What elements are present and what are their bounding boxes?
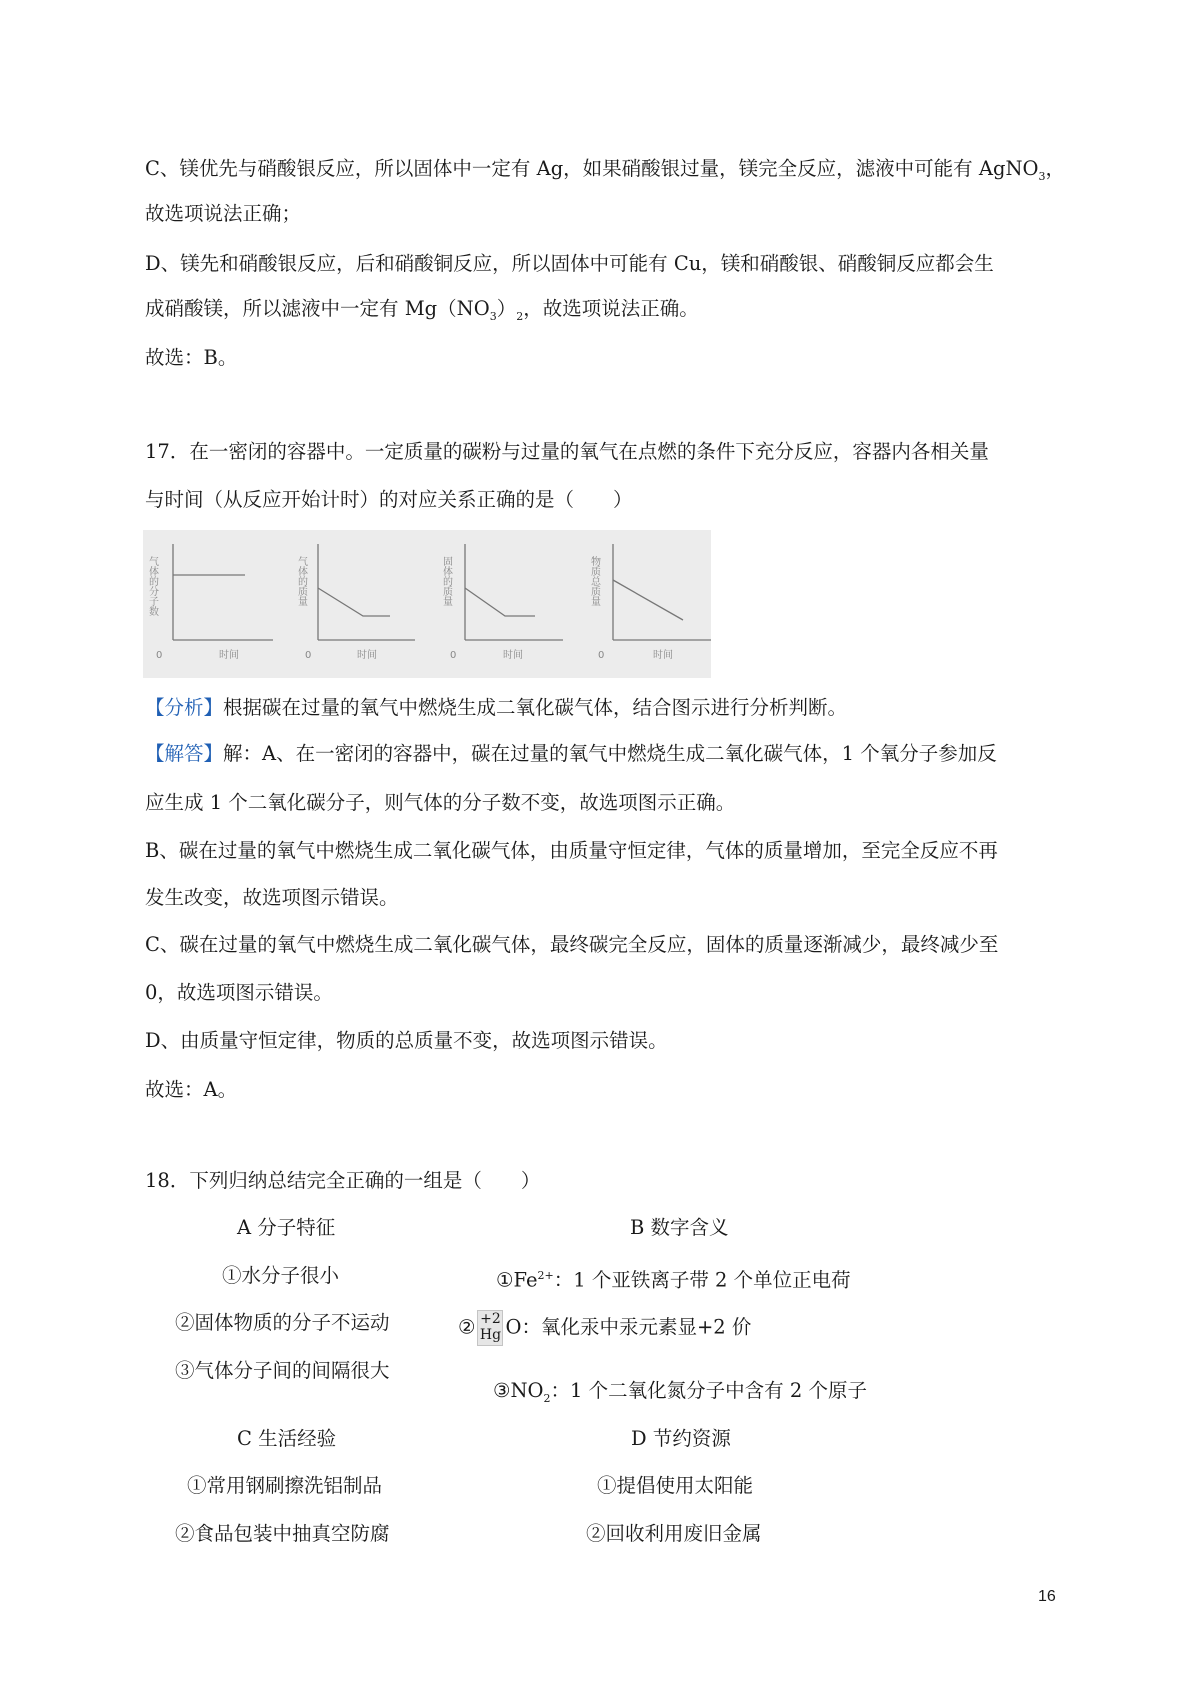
fig-b-origin: 0	[305, 650, 312, 661]
q17-solution-c-line-1: C、碳在过量的氧气中燃烧生成二氧化碳气体，最终碳完全反应，固体的质量逐渐减少，最终减少至	[145, 933, 999, 956]
fig-a-xlabel: 时间	[219, 650, 239, 661]
group-b-item-3: $③NO_2$：1 个二氧化氮分子中含有 2 个原子	[493, 1379, 867, 1405]
group-d-item-1: ①提倡使用太阳能	[597, 1474, 754, 1497]
group-b-title: B 数字含义	[630, 1216, 729, 1239]
fig-c-curve	[465, 588, 535, 616]
option-d-line-2: 成硝酸镁，所以滤液中一定有 $Mg(NO_3)_2$，故选项说法正确。	[145, 297, 699, 323]
fig-c-origin: 0	[450, 650, 457, 661]
q17-solution-a-line-1: 【解答】解：A、在一密闭的容器中，碳在过量的氧气中燃烧生成二氧化碳气体，1 个氧分子参加反	[145, 742, 997, 765]
group-b-item-2: ② +2 Hg O：氧化汞中汞元素显+2 价	[458, 1310, 751, 1346]
fig-a-ylabel: 气体的分子数	[146, 556, 158, 616]
group-a-title: A 分子特征	[237, 1216, 336, 1239]
solution-tag: 【解答】	[145, 742, 224, 765]
q17-solution-b-line-1: B、碳在过量的氧气中燃烧生成二氧化碳气体，由质量守恒定律，气体的质量增加，至完全反应不再	[145, 839, 998, 862]
page-number: 16	[1038, 1588, 1056, 1605]
group-d-item-2: ②回收利用废旧金属	[586, 1522, 762, 1545]
group-c-title: C 生活经验	[237, 1427, 337, 1450]
fig-d-origin: 0	[598, 650, 605, 661]
fig-b-xlabel: 时间	[357, 650, 377, 661]
q17-stem-line-1: 17．在一密闭的容器中。一定质量的碳粉与过量的氧气在点燃的条件下充分反应，容器内各相关量	[145, 440, 989, 463]
group-d-title: D 节约资源	[631, 1427, 731, 1450]
fig-d-curve	[613, 580, 683, 620]
q17-solution-d: D、由质量守恒定律，物质的总质量不变，故选项图示错误。	[145, 1029, 668, 1052]
option-d-line-1: D、镁先和硝酸银反应，后和硝酸铜反应，所以固体中可能有 Cu，镁和硝酸银、硝酸铜反应都会生	[145, 252, 994, 275]
q17-stem-line-2: 与时间（从反应开始计时）的对应关系正确的是（ ）	[145, 488, 633, 511]
option-c-line-1: C、镁优先与硝酸银反应，所以固体中一定有 Ag，如果硝酸银过量，镁完全反应，滤液中可能有 AgNO$_3$，	[145, 157, 1066, 183]
group-a-item-3: ③气体分子间的间隔很大	[175, 1359, 390, 1382]
fig-d-xlabel: 时间	[653, 650, 673, 661]
fig-b-curve	[318, 588, 390, 616]
group-c-item-2: ②食品包装中抽真空防腐	[175, 1522, 390, 1545]
q18-stem: 18．下列归纳总结完全正确的一组是（ ）	[145, 1169, 541, 1192]
option-c-line-2: 故选项说法正确；	[145, 202, 302, 225]
q17-solution-c-line-2: 0，故选项图示错误。	[145, 981, 333, 1004]
group-a-item-1: ①水分子很小	[222, 1264, 340, 1287]
q17-solution-a-line-2: 应生成 1 个二氧化碳分子，则气体的分子数不变，故选项图示正确。	[145, 791, 736, 814]
group-c-item-1: ①常用钢刷擦洗铝制品	[187, 1474, 383, 1497]
q17-analysis: 【分析】根据碳在过量的氧气中燃烧生成二氧化碳气体，结合图示进行分析判断。	[145, 696, 848, 719]
fig-c-ylabel: 固体的质量	[440, 556, 452, 606]
fig-b-ylabel: 气体的质量	[295, 556, 307, 606]
q17-answer: 故选：A。	[145, 1078, 238, 1101]
q17-figures	[143, 530, 711, 678]
hg-valence-symbol: +2 Hg	[477, 1310, 503, 1346]
group-a-item-2: ②固体物质的分子不运动	[175, 1311, 390, 1334]
fig-c-xlabel: 时间	[503, 650, 523, 661]
prev-answer: 故选：B。	[145, 346, 238, 369]
fig-d-ylabel: 物质总质量	[588, 556, 600, 606]
analysis-tag: 【分析】	[145, 696, 224, 719]
group-b-item-1: $①Fe^{2+}$：1 个亚铁离子带 2 个单位正电荷	[496, 1268, 851, 1292]
fig-a-origin: 0	[156, 650, 163, 661]
q17-solution-b-line-2: 发生改变，故选项图示错误。	[145, 886, 399, 909]
